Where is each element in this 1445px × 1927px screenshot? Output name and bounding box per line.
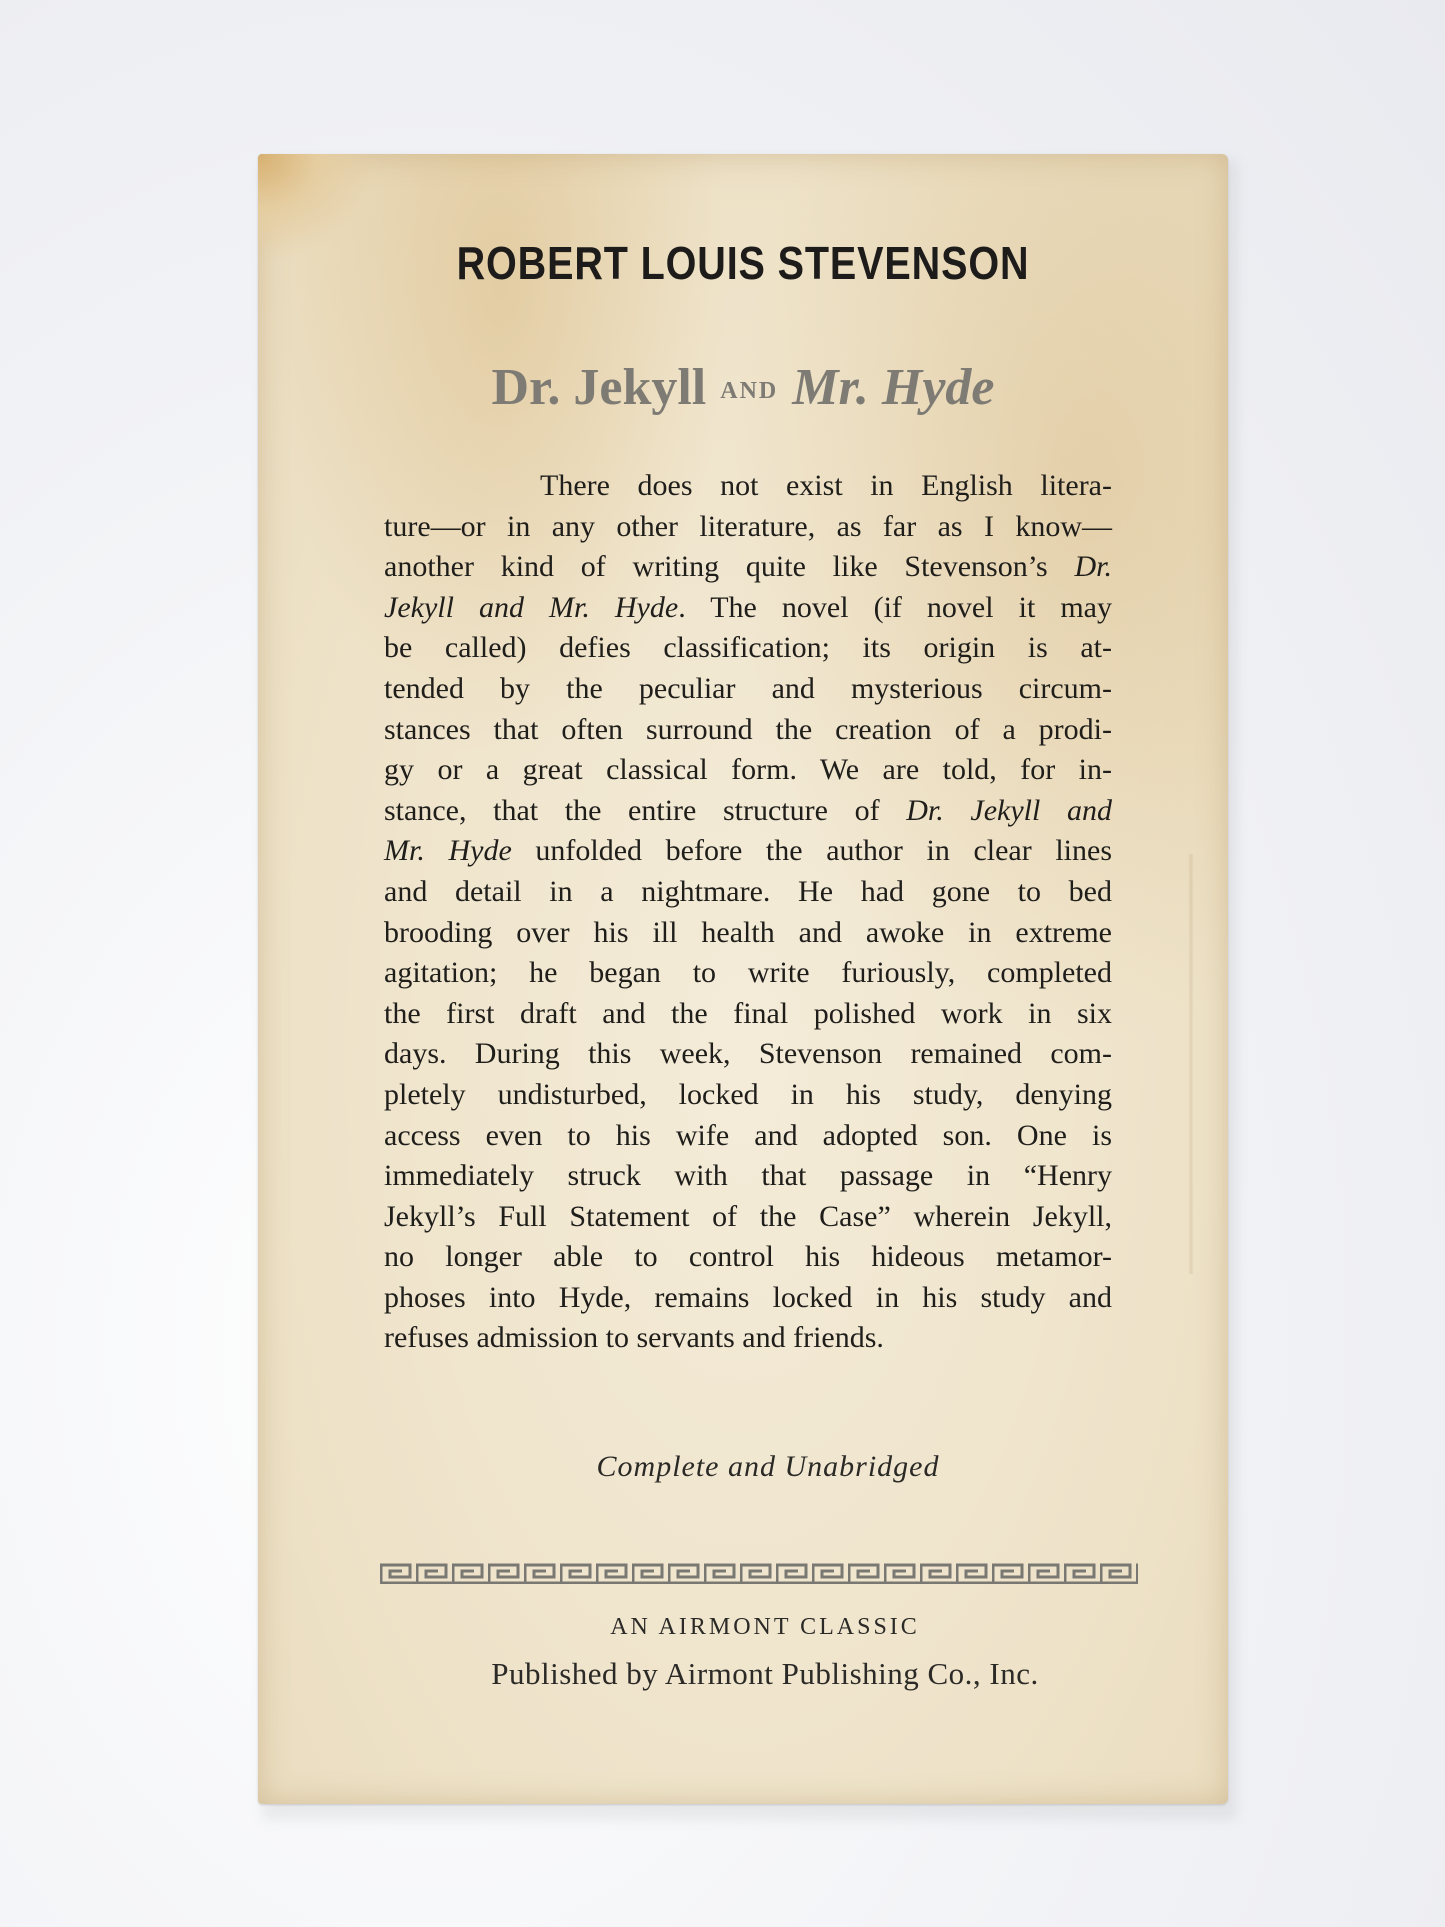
spine-crease [1188, 854, 1194, 1274]
blurb-line: and detail in a nightmare. He had gone to bed [384, 874, 1112, 908]
blurb-line: gy or a great classical form. We are told, for in- [384, 753, 1112, 787]
publisher-line: Published by Airmont Publishing Co., Inc. [491, 1656, 1039, 1691]
blurb-line: immediately struck with that passage in “Henry [384, 1159, 1112, 1193]
blurb-line: be called) defies classification; its origin is at- [384, 631, 1112, 665]
title-part-jekyll: Dr. Jekyll [491, 359, 707, 416]
title-part-hyde: Mr. Hyde [792, 359, 995, 416]
blurb-line: tended by the peculiar and mysterious circum- [384, 671, 1112, 705]
blurb-paragraph [384, 466, 1112, 1359]
blurb-line: agitation; he began to write furiously, completed [384, 956, 1112, 990]
tagline-complete-unabridged: Complete and Unabridged [596, 1450, 940, 1483]
blurb-line: brooding over his ill health and awoke in extreme [384, 915, 1112, 949]
blurb-line: stance, that the entire structure of Dr. Jekyll and [384, 793, 1112, 827]
blurb-line: access even to his wife and adopted son. One is [384, 1118, 1112, 1152]
blurb-line: another kind of writing quite like Stevenson’s Dr. [384, 550, 1112, 584]
greek-key-border [380, 1562, 1138, 1584]
book-back-cover [258, 154, 1228, 1804]
book-title [258, 358, 1228, 417]
blurb-line: There does not exist in English litera- [540, 469, 1112, 502]
blurb-line: the first draft and the final polished work in six [384, 996, 1112, 1030]
blurb-line: Mr. Hyde unfolded before the author in clear lines [384, 834, 1113, 868]
blurb-line: ture—or in any other literature, as far as I know— [384, 509, 1112, 543]
blurb-line: refuses admission to servants and friends. [384, 1321, 884, 1355]
author-name: ROBERT LOUIS STEVENSON [456, 237, 1030, 289]
blurb-line: no longer able to control his hideous metamor- [384, 1240, 1112, 1274]
blurb-line: pletely undisturbed, locked in his study, denying [384, 1077, 1112, 1111]
blurb-line: Jekyll’s Full Statement of the Case” wherein Jekyll, [384, 1199, 1112, 1233]
blurb-line: Jekyll and Mr. Hyde. The novel (if novel it may [384, 590, 1112, 624]
title-conjunction: AND [720, 378, 779, 404]
series-label: AN AIRMONT CLASSIC [610, 1614, 920, 1640]
blurb-line: phoses into Hyde, remains locked in his study and [384, 1280, 1112, 1314]
blurb-line: days. During this week, Stevenson remained com- [384, 1037, 1112, 1071]
blurb-line: stances that often surround the creation of a prodi- [384, 712, 1112, 746]
